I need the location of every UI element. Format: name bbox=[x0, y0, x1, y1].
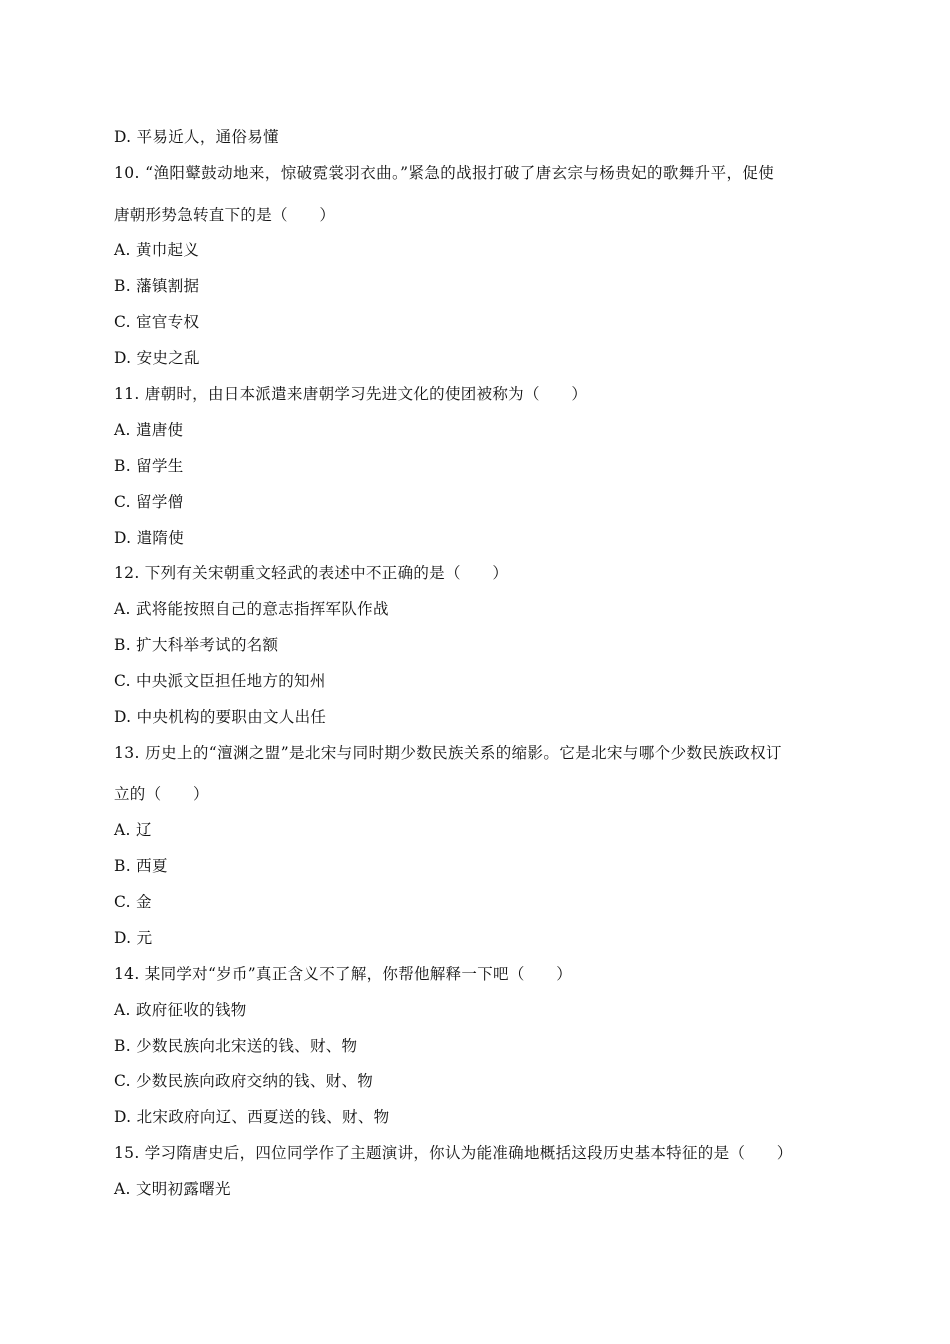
question-12: 12. 下列有关宋朝重文轻武的表述中不正确的是（ ） bbox=[114, 564, 509, 582]
option-11-b: B. 留学生 bbox=[114, 457, 184, 475]
option-9-d: D. 平易近人，通俗易懂 bbox=[114, 128, 279, 146]
option-12-d: D. 中央机构的要职由文人出任 bbox=[114, 708, 327, 726]
question-11: 11. 唐朝时，由日本派遣来唐朝学习先进文化的使团被称为（ ） bbox=[114, 385, 588, 403]
question-13-line-2: 立的（ ） bbox=[114, 785, 209, 803]
option-12-b: B. 扩大科举考试的名额 bbox=[114, 636, 279, 654]
question-13-line-1: 13. 历史上的“澶渊之盟”是北宋与同时期少数民族关系的缩影。它是北宋与哪个少数民族政权订 bbox=[114, 744, 782, 762]
option-13-a: A. 辽 bbox=[114, 821, 152, 839]
question-10-line-1: 10. “渔阳鼙鼓动地来，惊破霓裳羽衣曲。”紧急的战报打破了唐玄宗与杨贵妃的歌舞升平，促使 bbox=[114, 164, 775, 182]
option-14-d: D. 北宋政府向辽、西夏送的钱、财、物 bbox=[114, 1108, 390, 1126]
option-15-a: A. 文明初露曙光 bbox=[114, 1180, 231, 1198]
option-13-c: C. 金 bbox=[114, 893, 152, 911]
option-12-a: A. 武将能按照自己的意志指挥军队作战 bbox=[114, 600, 389, 618]
option-10-b: B. 藩镇割据 bbox=[114, 277, 200, 295]
option-11-d: D. 遣隋使 bbox=[114, 529, 185, 547]
option-12-c: C. 中央派文臣担任地方的知州 bbox=[114, 672, 326, 690]
option-10-c: C. 宦官专权 bbox=[114, 313, 200, 331]
option-10-d: D. 安史之乱 bbox=[114, 349, 200, 367]
option-10-a: A. 黄巾起义 bbox=[114, 241, 200, 259]
option-14-c: C. 少数民族向政府交纳的钱、财、物 bbox=[114, 1072, 374, 1090]
option-14-b: B. 少数民族向北宋送的钱、财、物 bbox=[114, 1037, 358, 1055]
question-10-line-2: 唐朝形势急转直下的是（ ） bbox=[114, 206, 336, 224]
question-15: 15. 学习隋唐史后，四位同学作了主题演讲，你认为能准确地概括这段历史基本特征的是（ ） bbox=[114, 1144, 793, 1162]
option-13-d: D. 元 bbox=[114, 929, 153, 947]
option-11-c: C. 留学僧 bbox=[114, 493, 184, 511]
question-14: 14. 某同学对“岁币”真正含义不了解，你帮他解释一下吧（ ） bbox=[114, 965, 573, 983]
option-14-a: A. 政府征收的钱物 bbox=[114, 1001, 247, 1019]
option-13-b: B. 西夏 bbox=[114, 857, 168, 875]
option-11-a: A. 遣唐使 bbox=[114, 421, 184, 439]
